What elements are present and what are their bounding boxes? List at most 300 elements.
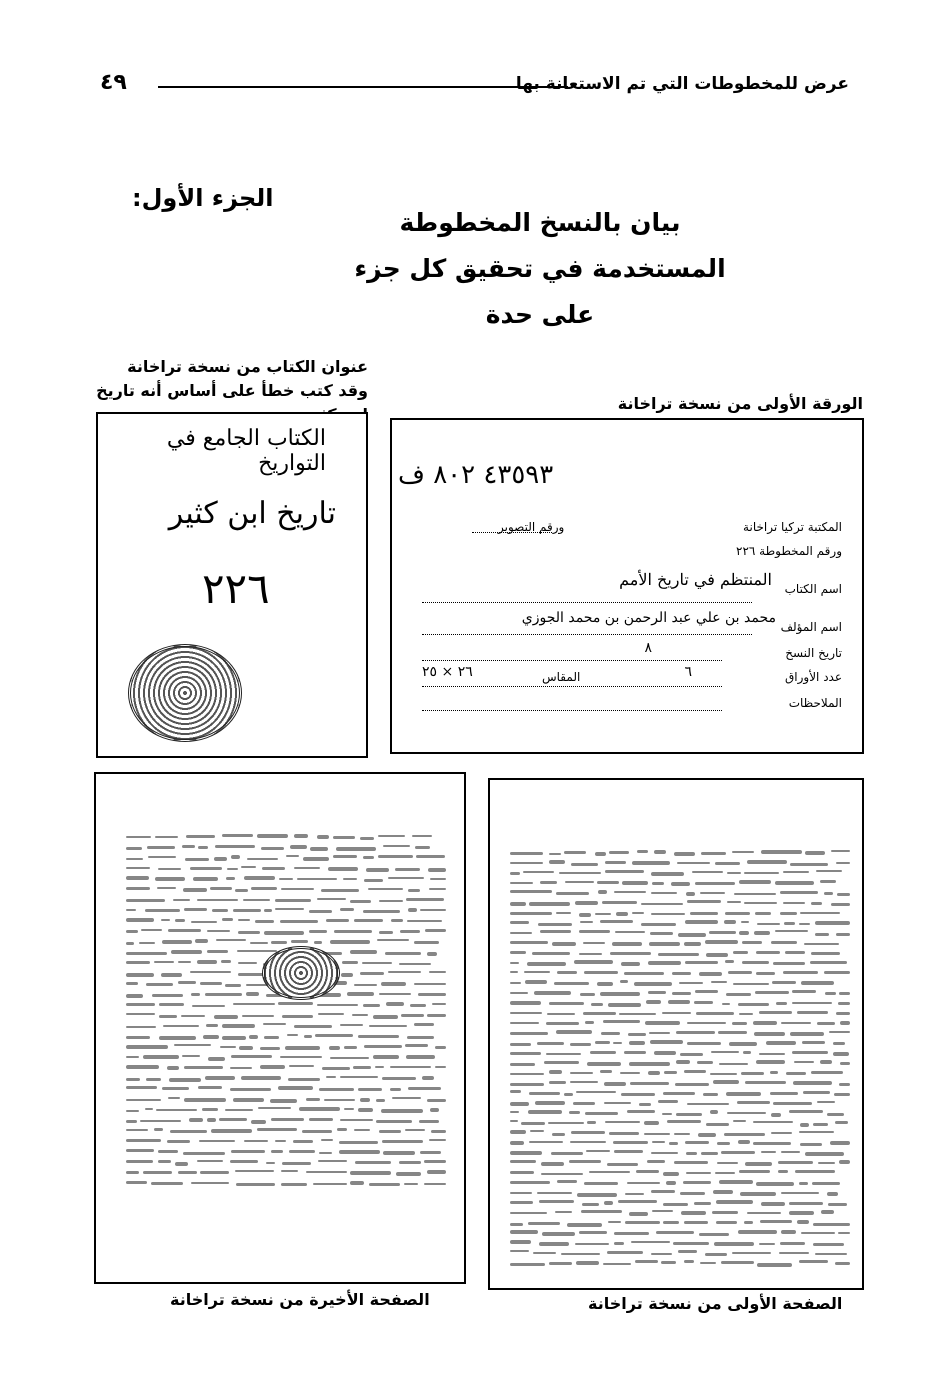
handwriting-stroke [280,1056,321,1058]
handwriting-stroke [191,993,200,996]
handwriting-stroke [598,890,608,894]
handwriting-stroke [564,1093,573,1097]
handwriting-stroke [427,952,436,956]
handwriting-stroke [716,1221,736,1224]
handwriting-stroke [319,1088,354,1092]
handwriting-stroke [126,918,154,921]
handwriting-stroke [162,940,192,944]
handwriting-stroke [614,1150,643,1153]
handwriting-stroke [652,1210,673,1212]
handwriting-stroke [582,1203,599,1206]
handwriting-stroke [579,930,610,932]
handwriting-stroke [126,994,143,997]
handwriting-stroke [146,1078,161,1081]
handwriting-stroke [363,910,400,913]
handwriting-stroke [753,1142,791,1145]
handwriting-stroke [167,1140,190,1144]
handwriting-stroke [214,1015,238,1019]
handwriting-stroke [257,1128,297,1131]
handwriting-stroke [416,855,445,858]
handwriting-stroke [303,857,329,861]
handwriting-stroke [666,1181,677,1185]
handwriting-stroke [126,847,142,850]
card-dots [422,634,752,635]
handwriting-stroke [381,1109,423,1113]
handwriting-stroke [429,971,446,973]
handwriting-stroke [725,960,735,963]
handwriting-stroke [238,919,250,921]
handwriting-stroke [168,929,201,931]
handwriting-stroke [799,923,809,926]
handwriting-stroke [364,1045,402,1048]
handwriting-stroke [800,1123,809,1127]
handwriting-stroke [143,1171,173,1174]
handwriting-stroke [126,1036,150,1039]
main-title [330,200,750,338]
handwriting-stroke [148,856,176,858]
handwriting-stroke [790,863,828,866]
handwriting-stroke [648,1071,660,1074]
handwriting-stroke [317,898,346,900]
last-page-manuscript-image [94,772,466,1284]
handwriting-stroke [839,1160,850,1164]
handwriting-stroke [705,940,738,943]
handwriting-stroke [510,912,552,915]
handwriting-stroke [126,1139,161,1142]
handwriting-stroke [510,1102,529,1105]
handwriting-stroke [324,1099,356,1101]
handwriting-stroke [317,835,329,839]
caption-title-page: عنوان الكتاب من نسخة تراخانة وقد كتب خطأ على أساس أنه تاريخ [96,357,368,400]
card-book-value: المنتظم في تاريخ الأمم [619,570,772,589]
handwriting-stroke [734,893,776,896]
handwriting-stroke [322,1067,350,1070]
handwriting-stroke [126,909,136,912]
handwriting-stroke [235,1170,275,1172]
handwriting-stroke [294,834,308,838]
handwriting-stroke [281,1170,298,1172]
handwriting-stroke [314,941,323,944]
handwriting-stroke [388,971,421,973]
handwriting-stroke [549,1002,583,1005]
handwriting-stroke [622,881,648,884]
handwriting-stroke [364,879,382,882]
handwriting-stroke [608,1003,641,1007]
handwriting-stroke [820,1060,832,1063]
handwriting-stroke [684,1070,706,1073]
handwriting-stroke [216,939,246,941]
handwriting-stroke [711,981,727,983]
handwriting-stroke [198,1086,222,1089]
handwriting-stroke [724,1133,765,1137]
handwriting-stroke [251,887,277,890]
handwriting-stroke [652,882,664,885]
handwriting-stroke [333,836,355,839]
handwriting-stroke [379,931,393,934]
handwriting-stroke [595,852,606,855]
handwriting-stroke [714,1242,754,1245]
handwriting-stroke [683,1181,711,1184]
handwriting-stroke [679,982,703,984]
handwriting-stroke [126,1003,155,1006]
handwriting-stroke [405,1129,424,1131]
handwriting-stroke [151,1182,183,1185]
handwriting-stroke [352,1014,368,1016]
handwriting-stroke [317,1004,357,1006]
handwriting-stroke [126,1056,139,1058]
handwriting-stroke [651,892,678,894]
handwriting-stroke [126,952,167,954]
handwriting-stroke [835,1121,849,1124]
card-row1-left: ورقم التصوير [498,520,565,534]
handwriting-stroke [548,1122,584,1124]
handwriting-stroke [738,1003,769,1007]
handwriting-stroke [613,1141,648,1144]
handwriting-stroke [813,1123,828,1126]
handwriting-stroke [510,1240,531,1244]
handwriting-stroke [191,921,217,923]
handwriting-stroke [668,1000,690,1004]
handwriting-stroke [510,1073,544,1076]
handwriting-stroke [510,1063,535,1066]
handwriting-stroke [355,1161,392,1164]
handwriting-stroke [207,930,230,932]
handwriting-stroke [344,1108,354,1110]
handwriting-stroke [700,892,725,894]
handwriting-stroke [549,860,565,864]
handwriting-stroke [379,993,411,995]
handwriting-stroke [170,1130,207,1132]
handwriting-stroke [605,870,644,873]
handwriting-stroke [785,951,804,954]
handwriting-stroke [539,1200,574,1203]
handwriting-stroke [635,1260,657,1263]
handwriting-stroke [825,992,836,994]
handwriting-stroke [771,941,797,944]
handwriting-stroke [672,972,691,975]
handwriting-stroke [627,1110,655,1113]
handwriting-stroke [408,889,421,892]
handwriting-stroke [716,1200,753,1203]
handwriting-stroke [629,1041,645,1044]
handwriting-stroke [795,1170,834,1173]
handwriting-stroke [270,1099,297,1102]
handwriting-stroke [235,889,247,893]
handwriting-stroke [676,1113,702,1116]
handwriting-stroke [510,921,529,924]
card-copy-date-label: تاريخ النسخ [785,646,842,660]
handwriting-stroke [191,1182,229,1184]
handwriting-stroke [262,867,285,870]
card-row2: ورقم المخطوطة ٢٢٦ [736,544,842,558]
handwriting-stroke [570,1081,598,1083]
handwriting-stroke [282,1162,311,1164]
handwriting-stroke [529,1141,563,1144]
handwriting-stroke [604,1102,631,1104]
handwriting-stroke [833,1042,846,1045]
handwriting-stroke [620,980,628,983]
handwriting-stroke [738,1140,749,1144]
handwriting-stroke [789,1211,814,1215]
handwriting-stroke [261,847,284,850]
handwriting-stroke [306,1098,320,1101]
handwriting-stroke [755,991,788,994]
handwriting-stroke [126,973,154,977]
handwriting-stroke [783,971,818,974]
handwriting-stroke [805,851,824,855]
handwriting-stroke [510,872,520,874]
handwriting-stroke [624,1051,646,1054]
handwriting-stroke [585,1021,594,1023]
handwriting-stroke [197,899,238,902]
handwriting-stroke [552,1133,565,1137]
handwriting-stroke [579,913,592,917]
handwriting-stroke [289,1065,313,1067]
handwriting-stroke [414,1023,434,1026]
handwriting-stroke [534,991,570,994]
handwriting-stroke [126,1013,155,1015]
handwriting-stroke [410,1004,426,1007]
main-title-line-1: بيان بالنسخ المخطوطة [399,208,681,237]
handwriting-stroke [422,1076,434,1080]
handwriting-stroke [275,899,311,902]
handwriting-stroke [381,982,406,986]
handwriting-stroke [830,1141,850,1145]
handwriting-stroke [207,1118,216,1122]
handwriting-stroke [286,855,300,857]
handwriting-stroke [821,1210,833,1213]
handwriting-stroke [510,1181,550,1184]
handwriting-stroke [573,1102,596,1105]
handwriting-stroke [570,1141,606,1144]
handwriting-stroke [376,1120,412,1123]
handwriting-stroke [780,912,797,915]
handwriting-stroke [156,1109,197,1112]
handwriting-stroke [727,1112,766,1114]
handwriting-stroke [744,902,777,904]
handwriting-stroke [168,1097,180,1099]
handwriting-stroke [418,993,446,997]
handwriting-stroke [342,961,358,963]
handwriting-stroke [222,1036,246,1039]
handwriting-stroke [561,1253,600,1256]
handwriting-stroke [729,1042,757,1046]
handwriting-stroke [510,982,521,984]
handwriting-stroke [722,1003,731,1006]
handwriting-stroke [627,1182,661,1184]
handwriting-stroke [732,1252,772,1254]
handwriting-stroke [770,1092,798,1095]
handwriting-stroke [744,872,778,875]
handwriting-stroke [618,1200,656,1202]
handwriting-stroke [354,919,383,922]
handwriting-stroke [309,1118,334,1120]
handwriting-stroke [430,878,446,880]
handwriting-stroke [375,1066,384,1068]
handwriting-stroke [610,952,651,955]
handwriting-stroke [547,1013,574,1015]
handwriting-stroke [663,1203,688,1206]
handwriting-stroke [555,1211,572,1213]
handwriting-stroke [290,845,307,848]
handwriting-stroke [281,888,314,890]
handwriting-stroke [811,952,841,954]
handwriting-stroke [540,930,570,933]
handwriting-stroke [739,931,748,935]
handwriting-stroke [250,942,268,944]
handwriting-stroke [771,1113,781,1117]
handwriting-stroke [721,1261,754,1264]
handwriting-stroke [605,861,625,864]
handwriting-stroke [645,1021,680,1025]
handwriting-stroke [584,1182,618,1185]
handwriting-stroke [340,1119,372,1122]
handwriting-stroke [651,1152,679,1154]
handwriting-stroke [607,1251,643,1253]
handwriting-stroke [792,990,816,993]
handwriting-stroke [805,1152,844,1156]
handwriting-stroke [632,912,644,915]
handwriting-stroke [581,1210,622,1213]
handwriting-stroke [533,1252,556,1255]
handwriting-stroke [527,962,565,966]
handwriting-stroke [407,920,442,922]
handwriting-stroke [424,1160,446,1164]
handwriting-stroke [726,1092,761,1096]
handwriting-stroke [644,1121,659,1125]
caption-first-leaf: الورقة الأولى من نسخة تراخانة [617,394,863,413]
handwriting-stroke [192,1005,225,1007]
handwriting-stroke [811,1071,842,1075]
handwriting-stroke [510,1001,541,1004]
handwriting-stroke [304,1035,312,1038]
handwriting-stroke [275,908,304,910]
part-label: الجزء الأول: [132,184,274,212]
handwriting-stroke [225,984,241,987]
handwriting-stroke [753,1021,777,1025]
handwriting-stroke [333,855,358,858]
handwriting-stroke [591,1003,603,1006]
handwriting-stroke [824,892,833,895]
handwriting-stroke [755,912,770,915]
handwriting-stroke [575,901,598,905]
handwriting-stroke [510,1120,518,1122]
handwriting-stroke [420,1151,441,1154]
page-number: ٤٩ [100,70,127,95]
handwriting-stroke [664,1071,676,1074]
handwriting-stroke [340,1024,364,1026]
handwriting-stroke [360,837,374,840]
handwriting-stroke [285,1046,321,1050]
handwriting-stroke [781,1151,799,1154]
handwriting-stroke [161,973,182,976]
handwriting-stroke [171,950,202,954]
handwriting-stroke [569,1111,580,1114]
handwriting-stroke [565,881,594,884]
handwriting-stroke [271,1118,304,1121]
handwriting-stroke [579,1231,607,1234]
handwriting-stroke [281,1183,307,1186]
handwriting-stroke [425,929,446,932]
handwriting-stroke [183,888,207,892]
handwriting-stroke [658,953,699,956]
handwriting-stroke [743,1051,752,1053]
handwriting-stroke [721,1151,755,1154]
handwriting-stroke [597,982,613,986]
handwriting-stroke [162,1087,190,1090]
handwriting-stroke [278,1002,313,1005]
handwriting-stroke [427,1014,446,1017]
handwriting-stroke [330,940,370,944]
handwriting-stroke [818,1162,835,1164]
card-dots [472,532,552,533]
handwriting-stroke [530,1130,544,1132]
handwriting-stroke [182,845,195,848]
handwriting-stroke [838,1232,850,1235]
handwriting-stroke [241,1076,281,1079]
handwriting-stroke [783,902,805,904]
handwriting-stroke [634,982,671,985]
handwriting-stroke [211,1129,253,1133]
handwriting-stroke [358,1035,399,1038]
card-author-label: اسم المؤلف [780,620,842,634]
handwriting-stroke [802,1041,826,1044]
handwriting-stroke [574,960,613,964]
card-dots [422,660,722,661]
handwriting-stroke [205,1076,235,1080]
handwriting-stroke [215,845,255,848]
handwriting-stroke [786,1072,806,1075]
handwriting-stroke [539,1242,569,1245]
handwriting-stroke [126,1065,159,1069]
handwriting-stroke [615,931,646,933]
handwriting-stroke [226,877,236,880]
handwriting-stroke [727,901,741,904]
handwriting-stroke [724,920,736,923]
handwriting-stroke [639,1103,652,1107]
handwriting-stroke [230,1067,252,1070]
handwriting-stroke [360,972,384,975]
handwriting-stroke [280,920,318,923]
handwriting-stroke [571,863,598,866]
handwriting-stroke [780,1242,805,1245]
handwriting-stroke [595,913,610,915]
handwriting-stroke [126,942,134,945]
handwriting-stroke [775,881,813,885]
handwriting-stroke [321,889,359,892]
handwriting-stroke [230,1088,271,1091]
handwriting-stroke [435,1046,446,1048]
handwriting-stroke [399,963,431,966]
handwriting-stroke [429,1139,446,1142]
handwriting-stroke [813,1243,844,1246]
handwriting-stroke [650,932,672,935]
handwriting-stroke [811,902,822,905]
handwriting-stroke [586,1150,609,1152]
handwriting-stroke [686,1172,711,1174]
handwriting-stroke [326,919,350,923]
handwriting-stroke [711,1051,739,1053]
handwriting-stroke [836,1012,850,1015]
handwriting-stroke [837,893,850,897]
handwriting-stroke [424,1183,446,1185]
handwriting-stroke [154,961,174,963]
handwriting-stroke [158,1160,171,1163]
handwriting-stroke [400,930,420,932]
handwriting-stroke [601,1032,621,1035]
handwriting-stroke [744,1221,754,1225]
handwriting-stroke [126,1149,154,1152]
